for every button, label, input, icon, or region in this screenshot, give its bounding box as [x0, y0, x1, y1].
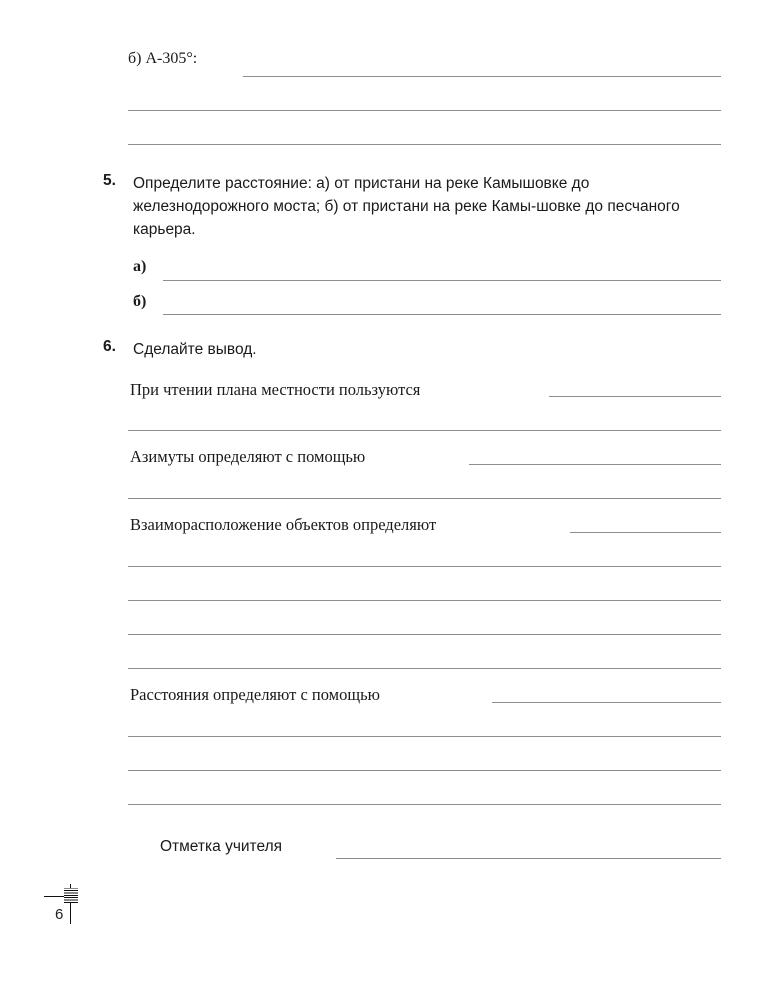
subitem-label-a: а) [133, 258, 147, 275]
answer-line[interactable] [128, 668, 721, 669]
answer-line[interactable] [128, 144, 721, 145]
answer-line[interactable] [128, 770, 721, 771]
answer-line[interactable] [128, 566, 721, 567]
answer-line[interactable] [163, 280, 721, 281]
answer-line[interactable] [549, 396, 721, 397]
prompt-stem-3: Взаиморасположение объектов определяют [130, 515, 437, 534]
page-number: 6 [55, 906, 64, 923]
answer-line[interactable] [128, 736, 721, 737]
crop-mark-icon [44, 884, 90, 930]
question-text-5: Определите расстояние: а) от пристани на реке Камышовке до железнодорожного моста; б) от пристани на реке Камы-шовке до песчаного карьера. [133, 175, 680, 238]
question-number-6: 6. [103, 338, 116, 355]
answer-line[interactable] [128, 804, 721, 805]
answer-line[interactable] [128, 600, 721, 601]
answer-line[interactable] [128, 110, 721, 111]
crop-mark-hatch-block [64, 888, 78, 903]
question-number-5: 5. [103, 172, 116, 189]
answer-line[interactable] [163, 314, 721, 315]
answer-line[interactable] [492, 702, 721, 703]
prompt-stem-4: Расстояния определяют с помощью [130, 685, 380, 704]
answer-line[interactable] [570, 532, 721, 533]
item-label-b-azimuth: б) А-305°: [128, 50, 198, 67]
prompt-stem-2: Азимуты определяют с помощью [130, 447, 366, 466]
answer-line[interactable] [128, 430, 721, 431]
teacher-mark-line[interactable] [336, 858, 721, 859]
answer-line[interactable] [128, 498, 721, 499]
teacher-mark-label: Отметка учителя [160, 838, 283, 855]
answer-line[interactable] [128, 634, 721, 635]
answer-line[interactable] [469, 464, 721, 465]
question-text-6: Сделайте вывод. [133, 341, 257, 358]
prompt-stem-1: При чтении плана местности пользуются [130, 380, 421, 399]
subitem-label-b: б) [133, 293, 147, 310]
answer-line[interactable] [243, 76, 721, 77]
